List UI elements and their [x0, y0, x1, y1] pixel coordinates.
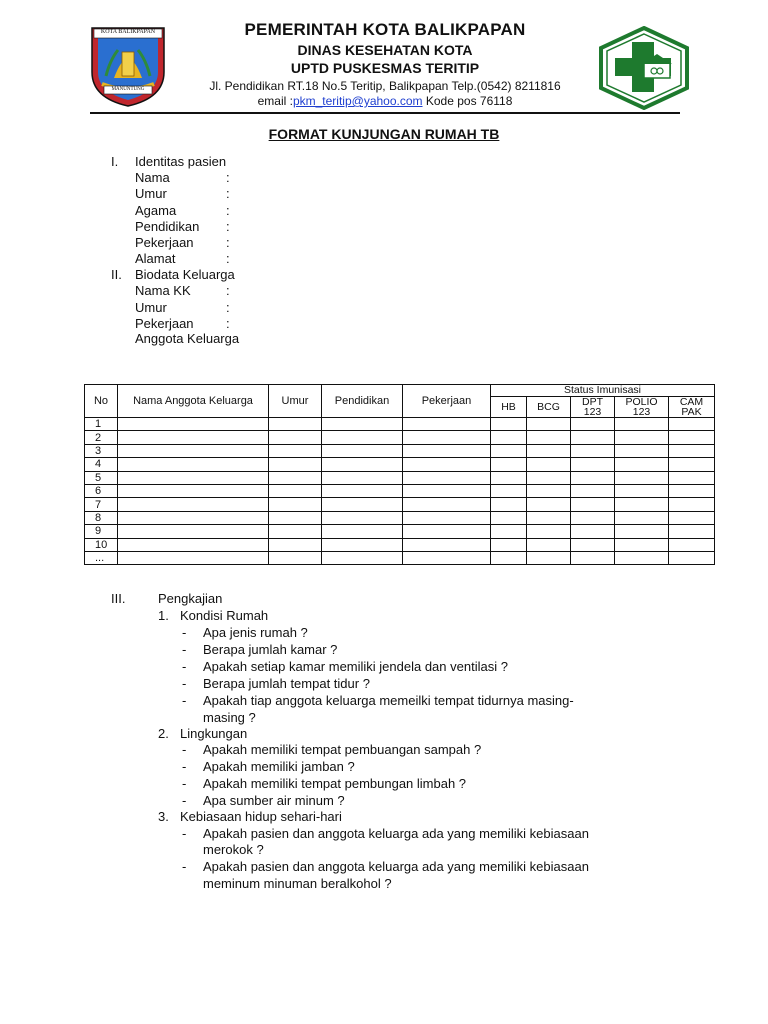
table-cell[interactable]: [571, 484, 615, 497]
field-label: Pekerjaan: [135, 235, 194, 250]
dpt-label: DPT: [582, 396, 603, 408]
table-cell[interactable]: [669, 525, 715, 538]
field-label: Nama KK: [135, 283, 191, 298]
table-cell[interactable]: [118, 525, 269, 538]
col-header-dpt: [571, 397, 615, 418]
table-cell[interactable]: [269, 525, 322, 538]
table-cell[interactable]: [571, 511, 615, 524]
table-cell[interactable]: [322, 551, 403, 564]
table-cell[interactable]: [527, 511, 571, 524]
table-cell[interactable]: [322, 471, 403, 484]
table-cell[interactable]: [491, 471, 527, 484]
table-cell[interactable]: [491, 484, 527, 497]
table-cell[interactable]: [403, 418, 491, 431]
row-number: 1: [85, 418, 118, 431]
table-cell[interactable]: [615, 458, 669, 471]
polio-label: POLIO: [625, 396, 658, 408]
table-row: [85, 511, 715, 524]
bullet-dash: -: [182, 676, 187, 691]
bullet-dash: -: [182, 625, 187, 640]
table-cell[interactable]: [571, 431, 615, 444]
table-cell[interactable]: [118, 551, 269, 564]
field-label: Nama: [135, 170, 170, 185]
table-row: [85, 551, 715, 564]
document-title: FORMAT KUNJUNGAN RUMAH TB: [268, 126, 500, 142]
table-cell[interactable]: [118, 431, 269, 444]
table-cell[interactable]: [669, 418, 715, 431]
row-number: 9: [85, 525, 118, 538]
question-item: Apakah memiliki jamban ?: [203, 759, 355, 774]
table-cell[interactable]: [322, 498, 403, 511]
subsection-title: Lingkungan: [180, 726, 248, 741]
table-cell[interactable]: [491, 444, 527, 457]
col-header-education: Pendidikan: [322, 385, 403, 418]
question-item: Apa sumber air minum ?: [203, 793, 345, 808]
table-cell[interactable]: [491, 551, 527, 564]
section-3-numeral: III.: [111, 591, 126, 606]
table-cell[interactable]: [403, 498, 491, 511]
table-row: [85, 458, 715, 471]
table-cell[interactable]: [527, 498, 571, 511]
header-divider: [90, 112, 680, 114]
section-3-heading: Pengkajian: [158, 591, 223, 606]
table-cell[interactable]: [269, 471, 322, 484]
table-cell[interactable]: [322, 418, 403, 431]
table-cell[interactable]: [669, 498, 715, 511]
table-cell[interactable]: [527, 484, 571, 497]
table-cell[interactable]: [118, 498, 269, 511]
table-cell[interactable]: [403, 484, 491, 497]
table-cell[interactable]: [571, 498, 615, 511]
table-cell[interactable]: [615, 418, 669, 431]
table-cell[interactable]: [118, 418, 269, 431]
table-cell[interactable]: [615, 551, 669, 564]
question-item: Apakah pasien dan anggota keluarga ada yang memiliki kebiasaan: [203, 826, 589, 841]
table-cell[interactable]: [269, 431, 322, 444]
row-number: ...: [85, 551, 118, 564]
question-item: Apakah memiliki tempat pembungan limbah ?: [203, 776, 467, 791]
table-cell[interactable]: [403, 525, 491, 538]
bullet-dash: -: [182, 826, 187, 841]
table-cell[interactable]: [118, 511, 269, 524]
subsection-title: Kebiasaan hidup sehari-hari: [180, 809, 342, 824]
header-contact: [180, 94, 590, 108]
row-number: 10: [85, 538, 118, 551]
table-cell[interactable]: [669, 484, 715, 497]
table-cell[interactable]: [322, 458, 403, 471]
col-header-immunization: Status Imunisasi: [491, 385, 715, 397]
table-cell[interactable]: [615, 538, 669, 551]
question-item: Apa jenis rumah ?: [203, 625, 308, 640]
table-cell[interactable]: [269, 551, 322, 564]
table-cell[interactable]: [269, 484, 322, 497]
field-label: Alamat: [135, 251, 176, 266]
table-row: [85, 471, 715, 484]
section-1-numeral: I.: [111, 154, 119, 169]
family-members-label: Anggota Keluarga: [135, 331, 240, 346]
col-header-hb: HB: [491, 397, 527, 418]
table-cell[interactable]: [118, 444, 269, 457]
subsection-number: 1.: [158, 608, 169, 623]
table-row: [85, 538, 715, 551]
table-cell[interactable]: [322, 538, 403, 551]
table-cell[interactable]: [669, 471, 715, 484]
question-continuation: meminum minuman beralkohol ?: [203, 876, 392, 891]
row-number: 2: [85, 431, 118, 444]
row-number: 4: [85, 458, 118, 471]
question-item: Apakah setiap kamar memiliki jendela dan ventilasi ?: [203, 659, 508, 674]
row-number: 3: [85, 444, 118, 457]
table-cell[interactable]: [615, 511, 669, 524]
table-cell[interactable]: [403, 458, 491, 471]
table-cell[interactable]: [669, 538, 715, 551]
row-number: 6: [85, 484, 118, 497]
field-label: Umur: [135, 186, 167, 201]
question-item: Berapa jumlah kamar ?: [203, 642, 338, 657]
question-continuation: masing ?: [203, 710, 256, 725]
table-cell[interactable]: [269, 498, 322, 511]
table-row: [85, 444, 715, 457]
field-colon: :: [226, 235, 230, 250]
row-number: 8: [85, 511, 118, 524]
table-cell[interactable]: [615, 471, 669, 484]
section-1-heading: Identitas pasien: [135, 154, 227, 169]
row-number: 5: [85, 471, 118, 484]
subsection-number: 2.: [158, 726, 169, 741]
bullet-dash: -: [182, 859, 187, 874]
table-cell[interactable]: [403, 538, 491, 551]
dpt-doses: 123: [583, 406, 602, 418]
table-cell[interactable]: [403, 444, 491, 457]
table-cell[interactable]: [322, 484, 403, 497]
campak-label-2: PAK: [681, 406, 702, 418]
field-colon: :: [226, 203, 230, 218]
table-cell[interactable]: [269, 418, 322, 431]
table-cell[interactable]: [571, 471, 615, 484]
table-cell[interactable]: [491, 511, 527, 524]
row-number: 7: [85, 498, 118, 511]
bullet-dash: -: [182, 693, 187, 708]
table-cell[interactable]: [571, 418, 615, 431]
table-cell[interactable]: [491, 538, 527, 551]
email-label: email :: [257, 94, 293, 108]
field-colon: :: [226, 300, 230, 315]
polio-doses: 123: [632, 406, 651, 418]
field-colon: :: [226, 251, 230, 266]
subsection-number: 3.: [158, 809, 169, 824]
table-cell[interactable]: [269, 444, 322, 457]
table-cell[interactable]: [322, 431, 403, 444]
table-cell[interactable]: [669, 511, 715, 524]
subsection-title: Kondisi Rumah: [180, 608, 269, 623]
bullet-dash: -: [182, 642, 187, 657]
header-department: DINAS KESEHATAN KOTA: [297, 42, 473, 58]
table-cell[interactable]: [118, 484, 269, 497]
field-colon: :: [226, 219, 230, 234]
bullet-dash: -: [182, 776, 187, 791]
table-cell[interactable]: [491, 525, 527, 538]
table-cell[interactable]: [269, 458, 322, 471]
table-cell[interactable]: [322, 444, 403, 457]
table-cell[interactable]: [491, 431, 527, 444]
table-cell[interactable]: [669, 431, 715, 444]
postal-code: Kode pos 76118: [422, 94, 513, 108]
table-cell[interactable]: [491, 418, 527, 431]
field-colon: :: [226, 170, 230, 185]
col-header-bcg: BCG: [527, 397, 571, 418]
field-label: Pendidikan: [135, 219, 200, 234]
col-header-name: Nama Anggota Keluarga: [118, 385, 269, 418]
table-cell[interactable]: [527, 551, 571, 564]
header-government: PEMERINTAH KOTA BALIKPAPAN: [244, 20, 526, 39]
table-cell[interactable]: [571, 525, 615, 538]
table-cell[interactable]: [669, 444, 715, 457]
table-cell[interactable]: [527, 418, 571, 431]
question-continuation: merokok ?: [203, 842, 264, 857]
field-colon: :: [226, 186, 230, 201]
col-header-job: Pekerjaan: [403, 385, 491, 418]
table-cell[interactable]: [527, 444, 571, 457]
header-clinic: UPTD PUSKESMAS TERITIP: [290, 60, 480, 76]
table-cell[interactable]: [118, 458, 269, 471]
table-cell[interactable]: [615, 525, 669, 538]
table-cell[interactable]: [118, 471, 269, 484]
family-members-table: [84, 384, 715, 565]
bullet-dash: -: [182, 793, 187, 808]
field-label: Pekerjaan: [135, 316, 194, 331]
col-header-no: No: [85, 385, 118, 418]
table-row: [85, 525, 715, 538]
table-row: [85, 418, 715, 431]
table-cell[interactable]: [615, 431, 669, 444]
table-cell[interactable]: [269, 511, 322, 524]
table-row: [85, 431, 715, 444]
table-cell[interactable]: [403, 471, 491, 484]
campak-label-1: CAM: [679, 396, 704, 408]
table-cell[interactable]: [269, 538, 322, 551]
email-link[interactable]: pkm_teritip@yahoo.com: [292, 94, 423, 108]
table-cell[interactable]: [527, 538, 571, 551]
table-cell[interactable]: [527, 431, 571, 444]
table-cell[interactable]: [527, 458, 571, 471]
field-colon: :: [226, 283, 230, 298]
table-cell[interactable]: [571, 551, 615, 564]
question-item: Apakah memiliki tempat pembuangan sampah ?: [203, 742, 482, 757]
question-item: Apakah pasien dan anggota keluarga ada yang memiliki kebiasaan: [203, 859, 589, 874]
table-cell[interactable]: [322, 525, 403, 538]
bullet-dash: -: [182, 742, 187, 757]
col-header-age: Umur: [269, 385, 322, 418]
table-cell[interactable]: [491, 498, 527, 511]
table-cell[interactable]: [615, 444, 669, 457]
col-header-polio: [615, 397, 669, 418]
col-header-campak: [669, 397, 715, 418]
table-cell[interactable]: [527, 525, 571, 538]
field-colon: :: [226, 316, 230, 331]
table-cell[interactable]: [403, 551, 491, 564]
table-row: [85, 484, 715, 497]
section-2-numeral: II.: [111, 267, 122, 282]
emblem-text-top: KOTA BALIKPAPAN: [100, 29, 156, 35]
table-cell[interactable]: [669, 458, 715, 471]
table-cell[interactable]: [571, 444, 615, 457]
table-cell[interactable]: [615, 484, 669, 497]
puskesmas-logo: [598, 26, 690, 110]
header-address: Jl. Pendidikan RT.18 No.5 Teritip, Balikpapan Telp.(0542) 8211816: [209, 79, 561, 93]
question-item: Apakah tiap anggota keluarga memeilki tempat tidurnya masing-: [203, 693, 574, 708]
table-cell[interactable]: [669, 551, 715, 564]
section-2-heading: Biodata Keluarga: [135, 267, 235, 282]
table-cell[interactable]: [615, 498, 669, 511]
table-cell[interactable]: [403, 431, 491, 444]
bullet-dash: -: [182, 759, 187, 774]
table-cell[interactable]: [118, 538, 269, 551]
question-item: Berapa jumlah tempat tidur ?: [203, 676, 370, 691]
table-cell[interactable]: [403, 511, 491, 524]
table-cell[interactable]: [527, 471, 571, 484]
bullet-dash: -: [182, 659, 187, 674]
table-row: [85, 498, 715, 511]
field-label: Agama: [135, 203, 177, 218]
table-cell[interactable]: [322, 511, 403, 524]
table-cell[interactable]: [571, 538, 615, 551]
emblem-text-bottom: MANUNTUNG: [111, 87, 145, 92]
table-cell[interactable]: [491, 458, 527, 471]
table-cell[interactable]: [571, 458, 615, 471]
field-label: Umur: [135, 300, 167, 315]
